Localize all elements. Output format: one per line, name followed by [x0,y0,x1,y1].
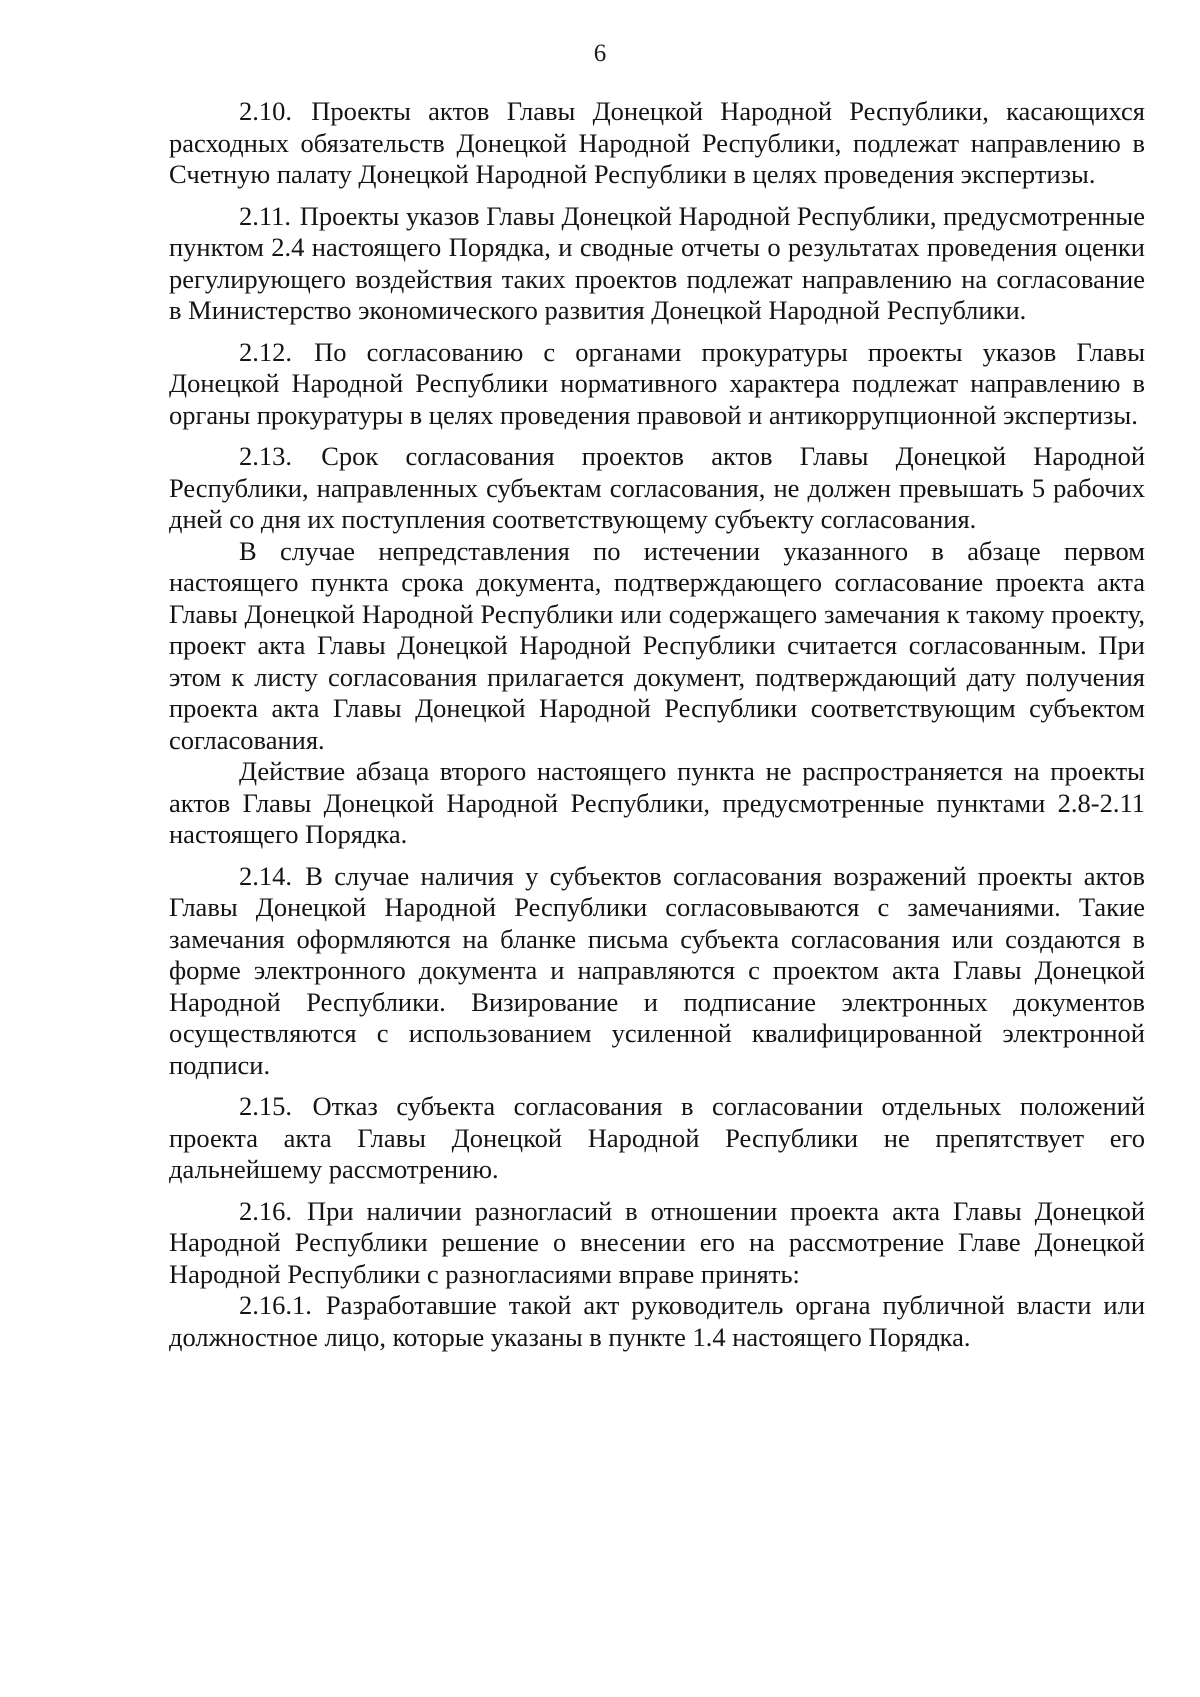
paragraph-text: По согласованию с органами прокуратуры проекты указов Главы Донецкой Народной Республики нормативного характера подлежат направлению в органы прокуратуры в целях проведения правовой и антикоррупционной экспертизы. [169,336,1146,430]
paragraph-2-13-second [169,536,1145,757]
paragraph-text: Проекты актов Главы Донецкой Народной Республики, касающихся расходных обязательств Донецкой Народной Республики, подлежат направлению в Счетную палату Донецкой Народной Республики в целях проведения экспертизы. [169,96,1145,189]
paragraph-number: 2.16. [239,1195,292,1226]
paragraph-text: В случае наличия у субъектов согласования возражений проекты актов Главы Донецкой Народной Республики согласовываются с замечаниями. Такие замечания оформляются на бланке письма субъекта согласования или создаются в форме электронного документа и направляются с проектом акта Главы Донецкой Народной Республики. Визирование и подписание электронных документов осуществляются с использованием усиленной квалифицированной электронной подписи. [169,860,1146,1080]
page-number: 6 [593,40,607,67]
paragraph-2-16 [169,1196,1145,1291]
paragraph-text: Разработавшие такой акт руководитель органа публичной власти или должностное лицо, которые указаны в пункте 1.4 настоящего Порядка. [169,1290,1145,1352]
paragraph-text: Отказ субъекта согласования в согласовании отдельных положений проекта акта Главы Донецкой Народной Республики не препятствует его дальнейшему рассмотрению. [169,1091,1145,1184]
paragraph-text: В случае непредставления по истечении указанного в абзаце первом настоящего пункта срока документа, подтверждающего согласование проекта акта Главы Донецкой Народной Республики или содержащего замечания к такому проекту, проект акта Главы Донецкой Народной Республики считается согласованным. При этом к листу согласования прилагается документ, подтверждающий дату получения проекта акта Главы Донецкой Народной Республики соответствующим субъектом согласования. [169,535,1145,755]
paragraph-2-12 [169,337,1145,432]
paragraph-text: Действие абзаца второго настоящего пункта не распространяется на проекты актов Главы Донецкой Народной Республики, предусмотренные пунктами 2.8-2.11 настоящего Порядка. [169,756,1145,849]
paragraph-2-13-third [169,756,1145,851]
paragraph-2-16-1 [169,1290,1145,1353]
paragraph-text: Срок согласования проектов актов Главы Донецкой Народной Республики, направленных субъектам согласования, не должен превышать 5 рабочих дней со дня их поступления соответствующему субъекту согласования. [169,441,1146,534]
paragraph-2-14 [169,861,1145,1082]
paragraph-number: 2.16.1. [239,1290,312,1320]
paragraph-number: 2.10. [239,96,292,126]
paragraph-number: 2.14. [239,860,292,891]
paragraph-number: 2.12. [239,336,292,367]
paragraph-number: 2.11. [239,200,292,231]
document-body [169,96,1145,1353]
paragraph-2-10 [169,96,1145,191]
paragraph-text: Проекты указов Главы Донецкой Народной Республики, предусмотренные пунктом 2.4 настоящего Порядка, и сводные отчеты о результатах проведения оценки регулирующего воздействия таких проектов подлежат направлению на согласование в Министерство экономического развития Донецкой Народной Республики. [169,200,1146,325]
paragraph-number: 2.15. [239,1091,292,1121]
paragraph-2-13 [169,441,1145,536]
paragraph-2-15 [169,1091,1145,1186]
paragraph-2-11 [169,201,1145,327]
paragraph-text: При наличии разногласий в отношении проекта акта Главы Донецкой Народной Республики решение о внесении его на рассмотрение Главе Донецкой Народной Республики с разногласиями вправе принять: [169,1195,1146,1289]
paragraph-number: 2.13. [239,441,292,471]
